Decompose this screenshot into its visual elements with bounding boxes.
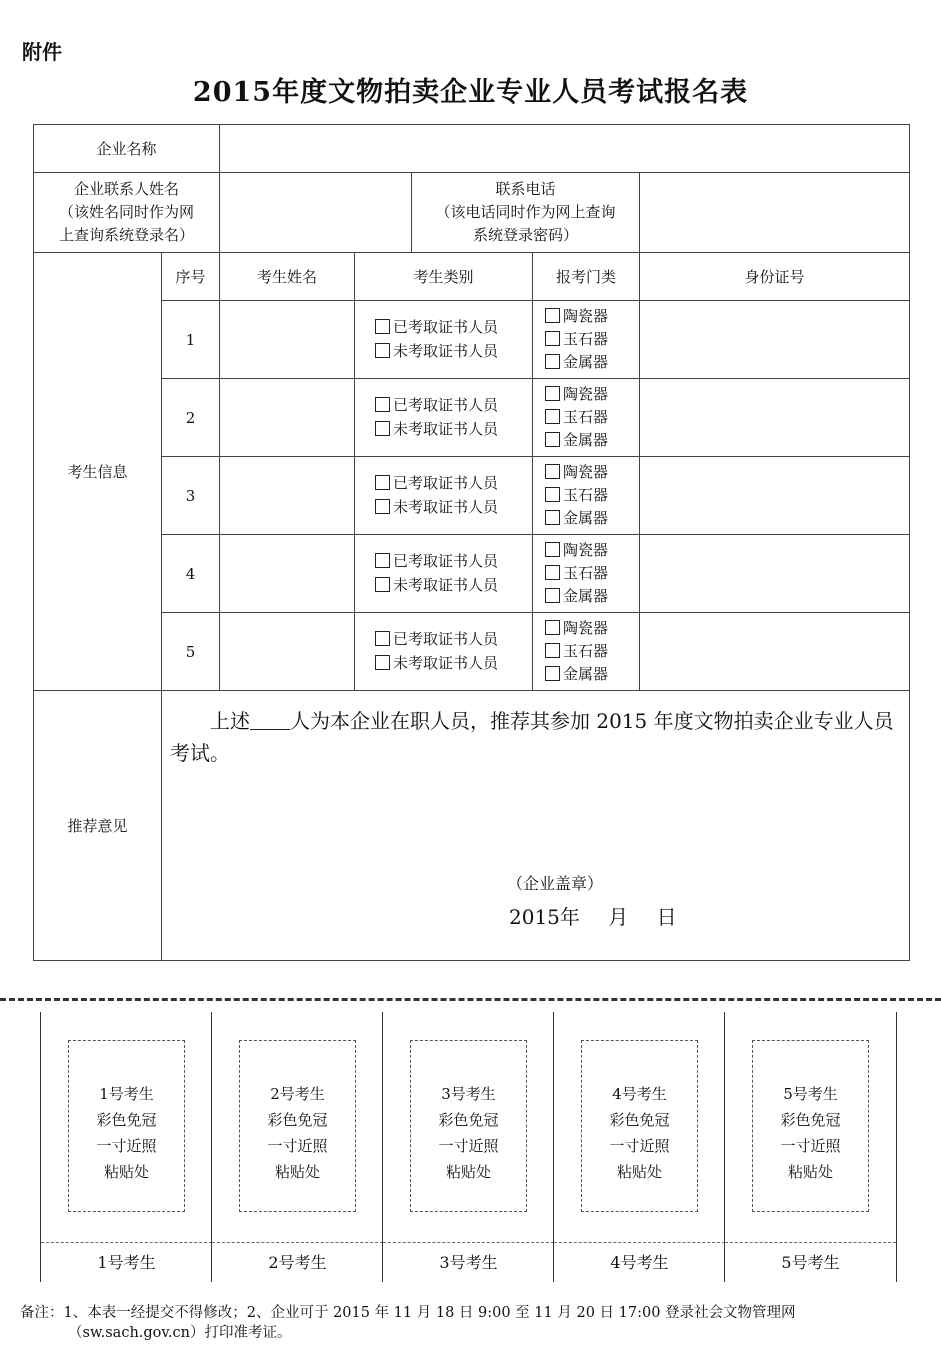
attachment-label: 附件	[22, 40, 62, 64]
option-certified[interactable]: 已考取证书人员	[375, 472, 532, 495]
col-header-id: 身份证号	[640, 253, 910, 301]
candidate-info-label: 考生信息	[34, 253, 162, 691]
photo-slot	[724, 1012, 897, 1282]
option-certified[interactable]: 已考取证书人员	[375, 394, 532, 417]
option-uncertified[interactable]: 未考取证书人员	[375, 496, 532, 519]
option-certified[interactable]: 已考取证书人员	[375, 550, 532, 573]
photo-box[interactable]: 4号考生 彩色免冠 一寸近照 粘贴处	[581, 1040, 698, 1212]
option-metal[interactable]: 金属器	[545, 351, 639, 374]
col-header-category: 报考门类	[533, 253, 640, 301]
photo-slot	[553, 1012, 725, 1282]
option-jade[interactable]: 玉石器	[545, 640, 639, 663]
checkbox[interactable]	[545, 487, 560, 502]
contact-phone-label: 联系电话 （该电话同时作为网上查询 系统登录密码）	[412, 173, 640, 253]
checkbox[interactable]	[545, 565, 560, 580]
date-line: 2015年 月 日	[509, 905, 677, 929]
photo-box[interactable]: 1号考生 彩色免冠 一寸近照 粘贴处	[68, 1040, 185, 1212]
checkbox[interactable]	[545, 666, 560, 681]
candidate-name-field[interactable]	[220, 379, 355, 457]
checkbox[interactable]	[375, 319, 390, 334]
checkbox[interactable]	[545, 386, 560, 401]
option-metal[interactable]: 金属器	[545, 507, 639, 530]
id-number-field[interactable]	[640, 613, 910, 691]
id-number-field[interactable]	[640, 379, 910, 457]
recommend-section	[162, 691, 910, 961]
option-ceramics[interactable]: 陶瓷器	[545, 617, 639, 640]
candidate-type-options	[355, 457, 533, 535]
option-ceramics[interactable]: 陶瓷器	[545, 539, 639, 562]
option-jade[interactable]: 玉石器	[545, 328, 639, 351]
photo-slot	[382, 1012, 554, 1282]
candidate-name-field[interactable]	[220, 613, 355, 691]
col-header-type: 考生类别	[355, 253, 533, 301]
employee-count-blank[interactable]	[250, 711, 290, 730]
col-header-index: 序号	[162, 253, 220, 301]
option-jade[interactable]: 玉石器	[545, 406, 639, 429]
photo-label: 4号考生	[610, 1253, 669, 1272]
option-uncertified[interactable]: 未考取证书人员	[375, 652, 532, 675]
option-jade[interactable]: 玉石器	[545, 484, 639, 507]
option-uncertified[interactable]: 未考取证书人员	[375, 340, 532, 363]
divider	[554, 1242, 725, 1243]
candidate-type-options	[355, 379, 533, 457]
photo-label: 2号考生	[268, 1253, 327, 1272]
option-ceramics[interactable]: 陶瓷器	[545, 461, 639, 484]
category-options	[533, 379, 640, 457]
photo-slot	[211, 1012, 383, 1282]
contact-name-field[interactable]	[220, 173, 412, 253]
checkbox[interactable]	[375, 343, 390, 358]
category-options	[533, 613, 640, 691]
divider	[41, 1242, 212, 1243]
checkbox[interactable]	[545, 432, 560, 447]
row-number: 1	[162, 301, 220, 379]
checkbox[interactable]	[375, 577, 390, 592]
cut-line	[0, 998, 941, 1001]
row-number: 3	[162, 457, 220, 535]
checkbox[interactable]	[545, 588, 560, 603]
checkbox[interactable]	[375, 631, 390, 646]
candidate-row	[34, 301, 910, 379]
registration-form	[33, 124, 910, 961]
company-name-label: 企业名称	[34, 125, 220, 173]
candidate-type-options	[355, 301, 533, 379]
category-options	[533, 457, 640, 535]
id-number-field[interactable]	[640, 457, 910, 535]
divider	[212, 1242, 383, 1243]
option-metal[interactable]: 金属器	[545, 585, 639, 608]
row-number: 4	[162, 535, 220, 613]
checkbox[interactable]	[375, 655, 390, 670]
photo-label: 3号考生	[439, 1253, 498, 1272]
photo-label: 5号考生	[781, 1253, 840, 1272]
candidate-name-field[interactable]	[220, 301, 355, 379]
option-ceramics[interactable]: 陶瓷器	[545, 305, 639, 328]
company-name-field[interactable]	[220, 125, 910, 173]
photo-box[interactable]: 5号考生 彩色免冠 一寸近照 粘贴处	[752, 1040, 869, 1212]
checkbox[interactable]	[545, 308, 560, 323]
candidate-name-field[interactable]	[220, 535, 355, 613]
checkbox[interactable]	[545, 620, 560, 635]
checkbox[interactable]	[545, 643, 560, 658]
checkbox[interactable]	[545, 464, 560, 479]
col-header-name: 考生姓名	[220, 253, 355, 301]
checkbox[interactable]	[545, 542, 560, 557]
row-number: 5	[162, 613, 220, 691]
divider	[725, 1242, 896, 1243]
contact-phone-field[interactable]	[640, 173, 910, 253]
photo-box[interactable]: 3号考生 彩色免冠 一寸近照 粘贴处	[410, 1040, 527, 1212]
option-metal[interactable]: 金属器	[545, 429, 639, 452]
photo-slot	[40, 1012, 212, 1282]
footnote: 备注：1、本表一经提交不得修改；2、企业可于 2015 年 11 月 18 日 9:00 至 11 月 20 日 17:00 登录社会文物管理网 （sw.sach.gov.cn）打印准考证。	[20, 1305, 796, 1341]
option-metal[interactable]: 金属器	[545, 663, 639, 686]
recommend-text: 上述 人为本企业在职人员，推荐其参加 2015 年度文物拍卖企业专业人员考试。	[170, 709, 894, 765]
checkbox[interactable]	[545, 354, 560, 369]
option-uncertified[interactable]: 未考取证书人员	[375, 418, 532, 441]
candidate-row	[34, 535, 910, 613]
option-certified[interactable]: 已考取证书人员	[375, 628, 532, 651]
checkbox[interactable]	[545, 510, 560, 525]
checkbox[interactable]	[545, 331, 560, 346]
checkbox[interactable]	[375, 397, 390, 412]
candidate-row	[34, 379, 910, 457]
photo-box[interactable]: 2号考生 彩色免冠 一寸近照 粘贴处	[239, 1040, 356, 1212]
checkbox[interactable]	[375, 421, 390, 436]
checkbox[interactable]	[545, 409, 560, 424]
category-options	[533, 535, 640, 613]
company-seal-label: （企业盖章）	[507, 874, 604, 893]
option-jade[interactable]: 玉石器	[545, 562, 639, 585]
photo-label: 1号考生	[97, 1253, 156, 1272]
recommend-label: 推荐意见	[34, 691, 162, 961]
candidate-type-options	[355, 535, 533, 613]
form-title: 2015年度文物拍卖企业专业人员考试报名表	[192, 77, 749, 108]
option-certified[interactable]: 已考取证书人员	[375, 316, 532, 339]
row-number: 2	[162, 379, 220, 457]
category-options	[533, 301, 640, 379]
candidate-row	[34, 457, 910, 535]
option-ceramics[interactable]: 陶瓷器	[545, 383, 639, 406]
id-number-field[interactable]	[640, 535, 910, 613]
checkbox[interactable]	[375, 499, 390, 514]
candidate-type-options	[355, 613, 533, 691]
id-number-field[interactable]	[640, 301, 910, 379]
candidate-row	[34, 613, 910, 691]
option-uncertified[interactable]: 未考取证书人员	[375, 574, 532, 597]
divider	[383, 1242, 554, 1243]
contact-name-label: 企业联系人姓名 （该姓名同时作为网 上查询系统登录名）	[34, 173, 220, 253]
photo-strip	[40, 1012, 897, 1282]
checkbox[interactable]	[375, 475, 390, 490]
candidate-name-field[interactable]	[220, 457, 355, 535]
checkbox[interactable]	[375, 553, 390, 568]
